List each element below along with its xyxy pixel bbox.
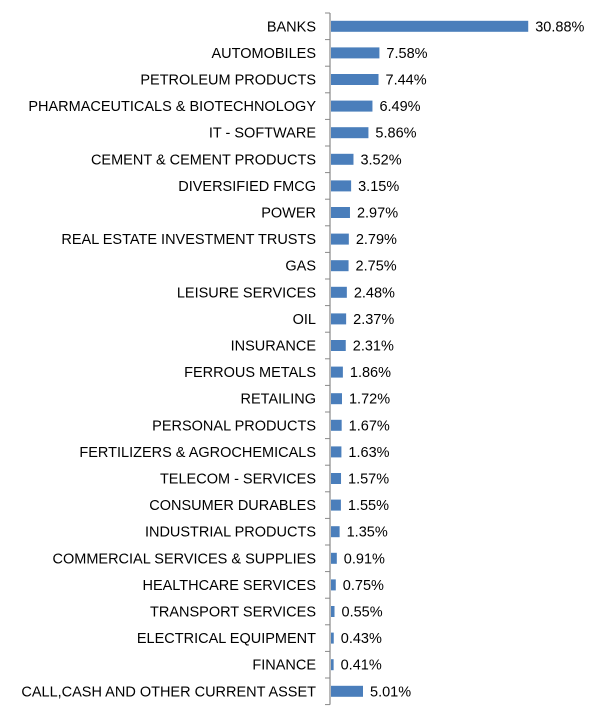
- axis-layer: [325, 13, 330, 705]
- category-label-pharmaceuticals-biotechnology: PHARMACEUTICALS & BIOTECHNOLOGY: [28, 99, 316, 116]
- category-label-healthcare-services: HEALTHCARE SERVICES: [142, 577, 316, 594]
- category-label-real-estate-investment-trusts: REAL ESTATE INVESTMENT TRUSTS: [61, 232, 316, 249]
- bar-finance: [331, 659, 334, 670]
- bar-pharmaceuticals-biotechnology: [331, 101, 372, 112]
- category-label-gas: GAS: [285, 258, 316, 275]
- data-label-leisure-services: 2.48%: [353, 285, 395, 302]
- data-label-electrical-equipment: 0.43%: [340, 631, 382, 648]
- bar-transport-services: [331, 606, 335, 617]
- data-label-gas: 2.75%: [355, 258, 397, 275]
- data-label-finance: 0.41%: [340, 657, 382, 674]
- data-label-healthcare-services: 0.75%: [342, 577, 384, 594]
- bar-cement-cement-products: [331, 154, 353, 165]
- data-label-transport-services: 0.55%: [341, 604, 383, 621]
- bar-ferrous-metals: [331, 367, 343, 378]
- bar-banks: [331, 21, 528, 32]
- bar-insurance: [331, 340, 346, 351]
- category-label-finance: FINANCE: [252, 657, 316, 674]
- data-label-ferrous-metals: 1.86%: [349, 365, 392, 382]
- bar-automobiles: [331, 47, 379, 58]
- bar-healthcare-services: [331, 579, 336, 590]
- data-label-automobiles: 7.58%: [386, 45, 428, 62]
- data-label-fertilizers-agrochemicals: 1.63%: [348, 444, 390, 461]
- data-labels-layer: [341, 19, 585, 700]
- bar-gas: [331, 260, 349, 271]
- bar-personal-products: [331, 420, 342, 431]
- bar-retailing: [331, 393, 342, 404]
- bar-real-estate-investment-trusts: [331, 234, 349, 245]
- data-label-power: 2.97%: [356, 205, 399, 222]
- data-label-pharmaceuticals-biotechnology: 6.49%: [379, 99, 421, 116]
- data-label-retailing: 1.72%: [348, 391, 391, 408]
- category-label-banks: BANKS: [266, 19, 316, 36]
- data-label-real-estate-investment-trusts: 2.79%: [355, 232, 397, 249]
- data-label-call-cash-and-other-current-asset: 5.01%: [370, 684, 412, 701]
- category-label-fertilizers-agrochemicals: FERTILIZERS & AGROCHEMICALS: [79, 444, 316, 461]
- category-label-transport-services: TRANSPORT SERVICES: [150, 604, 316, 621]
- category-label-insurance: INSURANCE: [230, 338, 316, 355]
- category-label-it-software: IT - SOFTWARE: [208, 125, 316, 142]
- bar-telecom-services: [331, 473, 341, 484]
- category-label-commercial-services-supplies: COMMERCIAL SERVICES & SUPPLIES: [52, 551, 316, 568]
- data-label-personal-products: 1.67%: [348, 418, 390, 435]
- data-label-oil: 2.37%: [353, 311, 395, 328]
- bar-fertilizers-agrochemicals: [331, 446, 341, 457]
- bar-consumer-durables: [331, 500, 341, 511]
- bar-industrial-products: [331, 526, 340, 537]
- category-label-industrial-products: INDUSTRIAL PRODUCTS: [144, 524, 316, 541]
- data-label-cement-cement-products: 3.52%: [360, 152, 402, 169]
- category-label-personal-products: PERSONAL PRODUCTS: [152, 418, 316, 435]
- bar-electrical-equipment: [331, 633, 334, 644]
- data-label-telecom-services: 1.57%: [348, 471, 390, 488]
- bar-commercial-services-supplies: [331, 553, 337, 564]
- data-label-petroleum-products: 7.44%: [385, 72, 427, 89]
- category-label-petroleum-products: PETROLEUM PRODUCTS: [140, 72, 316, 89]
- category-label-automobiles: AUTOMOBILES: [211, 45, 316, 62]
- data-label-consumer-durables: 1.55%: [347, 498, 390, 515]
- bar-power: [331, 207, 350, 218]
- data-label-insurance: 2.31%: [352, 338, 394, 355]
- bar-leisure-services: [331, 287, 347, 298]
- category-label-call-cash-and-other-current-asset: CALL,CASH AND OTHER CURRENT ASSET: [21, 684, 316, 701]
- category-label-power: POWER: [261, 205, 316, 222]
- bar-oil: [331, 313, 346, 324]
- bars-layer: [331, 21, 528, 697]
- category-label-consumer-durables: CONSUMER DURABLES: [149, 498, 316, 515]
- category-label-telecom-services: TELECOM - SERVICES: [159, 471, 316, 488]
- category-label-electrical-equipment: ELECTRICAL EQUIPMENT: [136, 631, 316, 648]
- bar-petroleum-products: [331, 74, 379, 85]
- data-label-banks: 30.88%: [535, 19, 585, 36]
- category-label-cement-cement-products: CEMENT & CEMENT PRODUCTS: [90, 152, 316, 169]
- bar-diversified-fmcg: [331, 180, 351, 191]
- data-label-it-software: 5.86%: [375, 125, 417, 142]
- bar-it-software: [331, 127, 368, 138]
- data-label-commercial-services-supplies: 0.91%: [343, 551, 385, 568]
- category-labels-layer: [21, 19, 316, 700]
- category-label-diversified-fmcg: DIVERSIFIED FMCG: [178, 178, 316, 195]
- category-label-ferrous-metals: FERROUS METALS: [184, 365, 316, 382]
- category-label-leisure-services: LEISURE SERVICES: [176, 285, 316, 302]
- bar-call-cash-and-other-current-asset: [331, 686, 363, 697]
- data-label-diversified-fmcg: 3.15%: [358, 178, 400, 195]
- data-label-industrial-products: 1.35%: [346, 524, 388, 541]
- category-label-oil: OIL: [292, 311, 316, 328]
- category-label-retailing: RETAILING: [240, 391, 316, 408]
